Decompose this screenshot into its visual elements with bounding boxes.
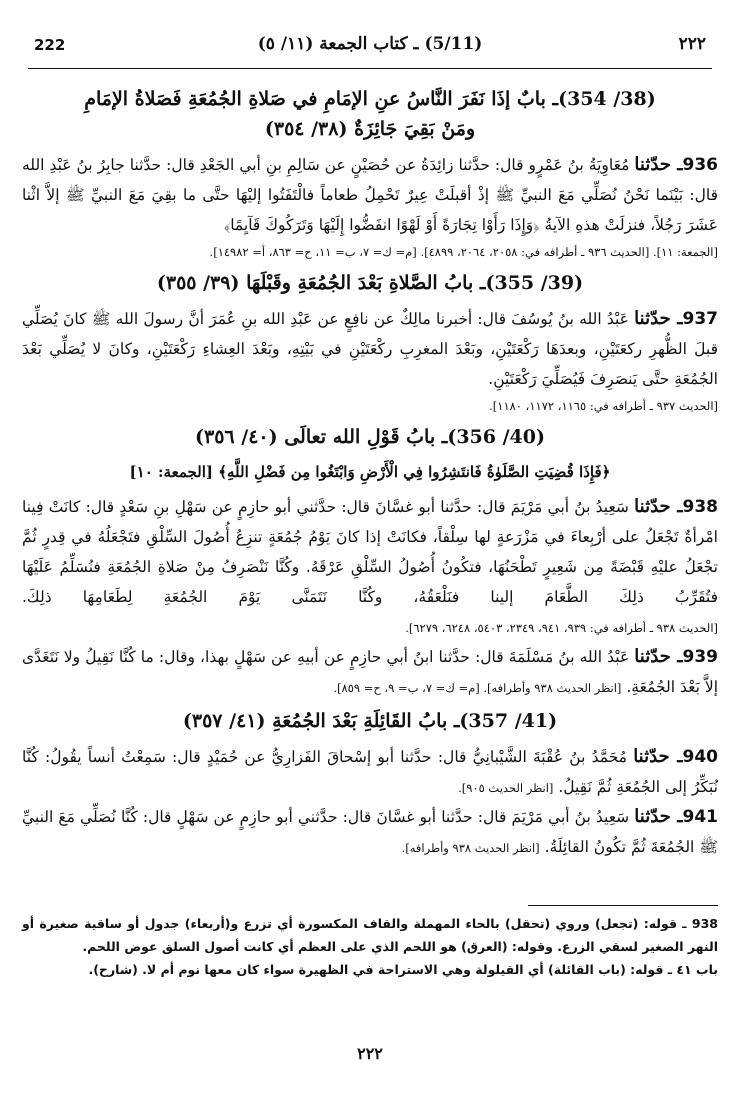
header-rule bbox=[28, 68, 712, 69]
hadith-reference: [انظر الحديث ٩٣٨ وأطرافه]. [م= ك= ٧، ب= ٩، ح= ٨٥٩]. bbox=[333, 681, 622, 695]
hadith-940 bbox=[22, 742, 718, 802]
hadith-lead: ـ حدّثنا bbox=[634, 496, 683, 517]
chapter-heading: (39/ 355)ـ بابُ الصَّلاةِ بَعْدَ الجُمُعَةِ وقَبْلَهَا (٣٩/ ٣٥٥) bbox=[156, 272, 584, 294]
footnote: باب ٤١ ـ قوله: (باب القائلة) أي القيلولة وهي الاستراحة في الظهيرة سواء كان معها نوم أم لا. (شارح). bbox=[88, 962, 718, 977]
hadith-reference: [انظر الحديث ٩٠٥]. bbox=[458, 781, 554, 795]
chapter-heading-continuation: ومَنْ بَقِيَ جَائِزَةٌ (٣٨/ ٣٥٤) bbox=[264, 118, 476, 140]
footnotes bbox=[22, 912, 718, 981]
hadith-936 bbox=[22, 150, 718, 240]
hadith-939 bbox=[22, 642, 718, 702]
chapter-heading: (38/ 354)ـ بابٌ إذَا نَفَرَ النَّاسُ عنِ الإمَامِ في صَلاةِ الجُمُعَةِ فَصَلاةُ الإمَامِ bbox=[84, 88, 656, 110]
page-header bbox=[28, 30, 712, 70]
hadith-number: 937 bbox=[682, 309, 718, 329]
hadith-lead: ـ حدّثنا bbox=[634, 646, 683, 667]
hadith-number: 936 bbox=[682, 155, 718, 175]
hadith-937 bbox=[22, 304, 718, 394]
hadith-reference: [الحديث ٩٣٨ ـ أطرافه في: ٩٣٩، ٩٤١، ٢٣٤٩، ٥٤٠٣، ٦٢٤٨، ٦٢٧٩]. bbox=[405, 621, 718, 635]
hadith-941 bbox=[22, 802, 718, 862]
hadith-lead: ـ حدّثنا bbox=[634, 154, 683, 175]
hadith-lead: ـ حدّثنا bbox=[634, 308, 683, 329]
running-title: (5/11) ـ كتاب الجمعة (١١/ ٥) bbox=[257, 34, 483, 54]
hadith-number: 941 bbox=[682, 807, 718, 827]
hadith-reference: [انظر الحديث ٩٣٨ وأطرافه]. bbox=[401, 841, 540, 855]
footnote-rule bbox=[528, 905, 718, 906]
footer-page-number: ٢٢٢ bbox=[357, 1044, 383, 1063]
footnote: 938 ـ قوله: (تجعل) وروي (تحقل) بالحاء المهملة والقاف المكسورة أي تزرع و(أربعاء) جدول أو ساقية صغيرة أو النهر الصغير لسقي الزرع. وقوله: (العرق) هو اللحم الذي على العظم أي كانت أصول السلق عوض اللحم. bbox=[22, 916, 718, 954]
hadith-reference: [الجمعة: ١١]. [الحديث ٩٣٦ ـ أطرافه في: ٢٠٥٨، ٢٠٦٤، ٤٨٩٩]. [م= ك= ٧، ب= ١١، ح= ٨٦٣، أ= ١٤٩٨٢]. bbox=[209, 245, 718, 259]
hadith-text: عَبْدُ الله بنُ مَسْلَمَةَ قال: حدَّثنا ابنُ أبي حازِمٍ عن أبيهِ عن سَهْلٍ بهذا، وقال: ما كُنَّا نَقِيلُ ولا نَتَغَدَّى إلاَّ بَعْدَ الجُمُعَةِ. bbox=[22, 648, 718, 696]
hadith-text: سَعِيدُ بنُ أبي مَرْيَمَ قال: حدَّثنا أبو غسَّانَ قال: حدَّثني أبو حازِمٍ عن سَهْلٍ قال: كُنَّا نُصَلِّي مَعَ النبيِّ ﷺ الجُمُعَةَ ثُمَّ تكُونُ القائِلَةُ. bbox=[22, 808, 718, 856]
hadith-lead: ـ حدّثنا bbox=[634, 806, 683, 827]
hadith-reference: [الحديث ٩٣٧ ـ أطرافه في: ١١٦٥، ١١٧٢، ١١٨٠]. bbox=[489, 399, 718, 413]
quran-verse: ﴿فَإِذَا قُضِيَتِ الصَّلَوٰةُ فَانتَشِرُوا فِي الْأَرْضِ وَابْتَغُوا مِن فَضْلِ اللَّهِ﴾ [الجمعة: ١٠] bbox=[129, 463, 611, 481]
hadith-text: عَبْدُ الله بنُ يُوسُفَ قال: أخبرنا مالِكٌ عن نافِعٍ عن عَبْدِ الله بنِ عُمَرَ أنَّ رسولَ الله ﷺ كانَ يُصَلِّي قبلَ الظُّهرِ ركعَتَيْنِ، وبعدَهَا رَكْعَتَيْنِ، وبَعْدَ المغرِبِ ركْعَتَيْنِ في بَيْتِهِ، وبَعْدَ العِشاءِ رَكْعَتَيْنِ، وكانَ لا يُصَلِّي بَعْدَ الجُمُعَةِ حتَّى يَنصَرِفَ فَيُصَلِّيَ رَكْعَتَيْنِ. bbox=[22, 310, 718, 388]
page-number-latin: 222 bbox=[34, 36, 66, 54]
hadith-lead: ـ حدّثنا bbox=[633, 746, 683, 767]
main-text bbox=[22, 84, 718, 862]
hadith-text: سَعِيدُ بنُ أبي مَرْيَمَ قال: حدَّثنا أبو غسَّانَ قال: حدَّثني أبو حازِمٍ عن سَهْلِ بنِ سَعْدٍ قال: كانَتْ فِينا امْرأةٌ تَجْعَلُ على أرْبِعاءَ في مَزْرَعةٍ لها سِلْقاً، فكانَتْ إذا كانَ يَوْمُ جُمُعَةٍ تنزِعُ أُصُولَ السِّلْقِ فتَجْعَلُهُ في قِدرٍ ثُمَّ تجْعَلُ عليْهِ قَبْضَةً مِن شَعِيرٍ تَطْحَنُهَا، فتكُونُ أُصُولُ السِّلْقِ عَرْقَهُ. وكُنَّا نَنْصَرِفُ مِنْ صَلاةِ الجُمُعَةِ فنُسَلِّمُ عَلَيْهَا فتُقَرِّبُ ذلِكَ الطَّعَامَ إلينا فنَلْعَقُهُ، وكُنَّا نَتَمَنَّى يَوْمَ الجُمُعَةِ لِطَعَامِهَا ذلِكَ. bbox=[22, 498, 718, 606]
hadith-text: مُعَاوِيَةُ بنُ عَمْرٍو قال: حدَّثنا زائِدَةُ عن حُصَيْنٍ عن سَالِمِ بنِ أبي الجَعْدِ قال: حدَّثنا جابِرُ بنُ عَبْدِ الله قال: بَيْنَما نَحْنُ نُصَلِّي مَعَ النبيِّ ﷺ إذْ أقبلَتْ عِيرٌ تَحْمِلُ طعاماً فالْتَفَتُوا إليْهَا حتَّى ما بقِيَ مَعَ النبيِّ ﷺ إلاَّ اثْنا عَشَرَ رَجُلاً، فنزلَتْ هذهِ الآيةُ ﴿وَإِذَا رَأَوْا تِجَارَةً أَوْ لَهْوًا انفَضُّوا إِلَيْهَا وَتَرَكُوكَ قَآيِمًا﴾ bbox=[22, 156, 718, 234]
hadith-number: 940 bbox=[682, 747, 718, 767]
hadith-text: مُحَمَّدُ بنُ عُقْبَةَ الشَّيْبانِيُّ قال: حدَّثنا أبو إسْحاقَ الفَزارِيُّ عن حُمَيْدٍ قال: سَمِعْتُ أنساً يقُولُ: كُنَّا نُبَكِّرُ إلى الجُمُعَةِ ثُمَّ نَقِيلُ. bbox=[22, 748, 718, 796]
page-number-arabic: ٢٢٢ bbox=[678, 34, 706, 54]
hadith-number: 938 bbox=[682, 497, 719, 517]
chapter-heading: (41/ 357)ـ بابُ القَائِلَةِ بَعْدَ الجُمُعَةِ (٤١/ ٣٥٧) bbox=[182, 710, 558, 732]
chapter-heading: (40/ 356)ـ بابُ قَوْلِ الله تعالَى (٤٠/ ٣٥٦) bbox=[195, 426, 545, 448]
hadith-number: 939 bbox=[682, 647, 718, 667]
hadith-938 bbox=[22, 492, 718, 642]
